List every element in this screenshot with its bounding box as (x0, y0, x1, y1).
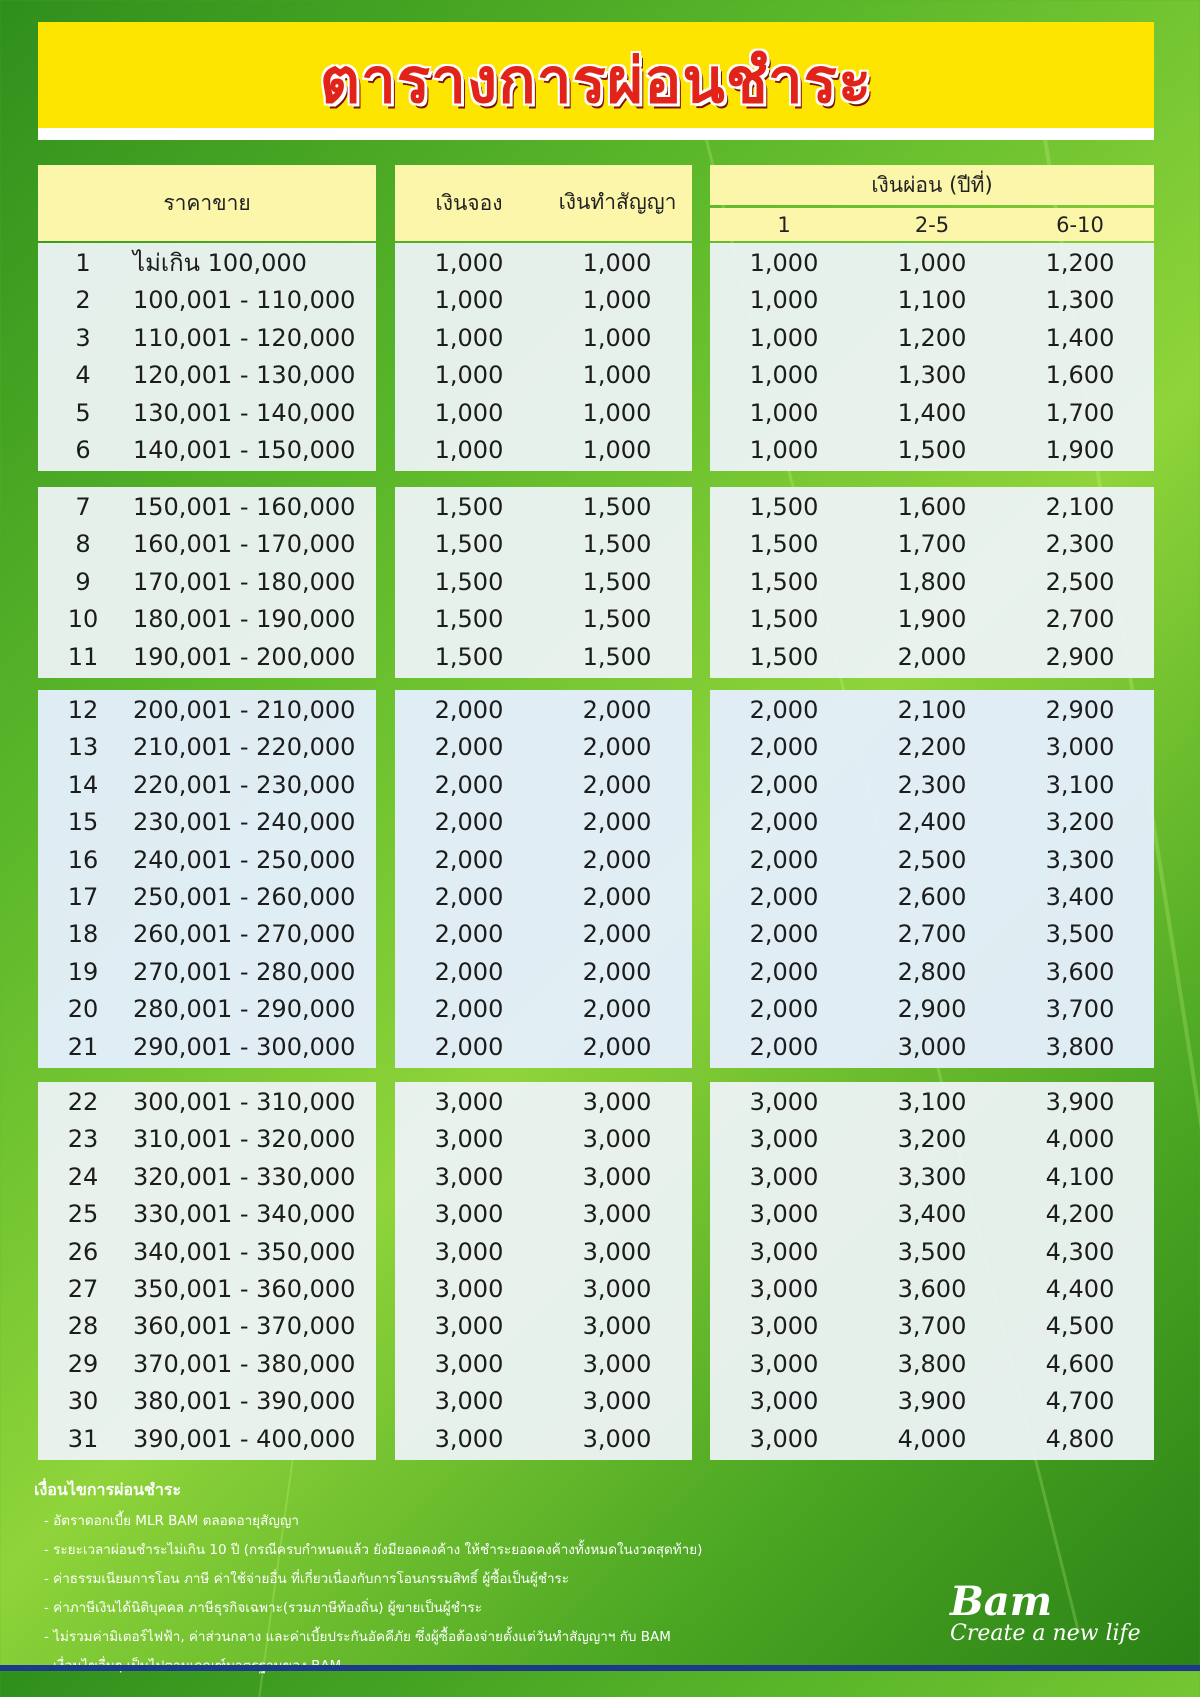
year-2-5-value: 3,500 (897, 1238, 967, 1266)
contract-value: 2,000 (582, 995, 652, 1023)
deposit-value: 3,000 (434, 1200, 504, 1228)
contract-value: 1,000 (582, 249, 652, 277)
year-6-10-value: 4,200 (1045, 1200, 1115, 1228)
price-range: 230,001 - 240,000 (133, 808, 356, 836)
header-deposit: เงินจอง (435, 190, 503, 215)
deposit-value: 3,000 (434, 1312, 504, 1340)
year-1-value: 2,000 (749, 1033, 819, 1061)
deposit-value: 3,000 (434, 1163, 504, 1191)
year-2-5-value: 3,700 (897, 1312, 967, 1340)
header-year-2-5: 2-5 (914, 212, 950, 237)
year-6-10-value: 3,400 (1045, 883, 1115, 911)
year-6-10-value: 1,300 (1045, 286, 1115, 314)
price-range: 200,001 - 210,000 (133, 696, 356, 724)
deposit-value: 2,000 (434, 1033, 504, 1061)
notes-list (34, 1509, 702, 1676)
brand-tagline: Create a new life (950, 1621, 1141, 1646)
year-2-5-value: 3,600 (897, 1275, 967, 1303)
contract-value: 2,000 (582, 696, 652, 724)
year-1-value: 2,000 (749, 771, 819, 799)
contract-value: 1,000 (582, 399, 652, 427)
deposit-value: 1,000 (434, 286, 504, 314)
contract-value: 3,000 (582, 1312, 652, 1340)
year-1-value: 2,000 (749, 995, 819, 1023)
deposit-value: 3,000 (434, 1088, 504, 1116)
price-range: 340,001 - 350,000 (133, 1238, 356, 1266)
year-2-5-value: 3,400 (897, 1200, 967, 1228)
contract-value: 3,000 (582, 1350, 652, 1378)
row-number: 1 (75, 249, 91, 277)
contract-value: 2,000 (582, 883, 652, 911)
price-range: 390,001 - 400,000 (133, 1425, 356, 1453)
year-1-value: 1,000 (749, 324, 819, 352)
contract-value: 3,000 (582, 1425, 652, 1453)
deposit-value: 3,000 (434, 1387, 504, 1415)
year-2-5-value: 3,900 (897, 1387, 967, 1415)
year-6-10-value: 3,800 (1045, 1033, 1115, 1061)
year-2-5-value: 2,800 (897, 958, 967, 986)
year-6-10-value: 3,000 (1045, 733, 1115, 761)
row-number: 17 (67, 883, 99, 911)
year-1-value: 3,000 (749, 1163, 819, 1191)
year-2-5-value: 1,300 (897, 361, 967, 389)
row-number: 6 (75, 436, 91, 464)
notes-title: เงื่อนไขการผ่อนชำระ (34, 1480, 182, 1499)
year-1-value: 2,000 (749, 883, 819, 911)
year-1-value: 1,500 (749, 493, 819, 521)
header-year-6-10: 6-10 (1056, 212, 1104, 237)
deposit-value: 2,000 (434, 771, 504, 799)
deposit-value: 1,000 (434, 324, 504, 352)
price-range: 350,001 - 360,000 (133, 1275, 356, 1303)
year-1-value: 2,000 (749, 733, 819, 761)
year-6-10-value: 2,300 (1045, 530, 1115, 558)
year-1-value: 2,000 (749, 696, 819, 724)
price-range: 190,001 - 200,000 (133, 643, 356, 671)
price-range: 120,001 - 130,000 (133, 361, 356, 389)
year-2-5-value: 2,900 (897, 995, 967, 1023)
row-number: 15 (67, 808, 99, 836)
year-6-10-value: 1,600 (1045, 361, 1115, 389)
year-6-10-value: 4,000 (1045, 1125, 1115, 1153)
deposit-value: 2,000 (434, 958, 504, 986)
year-2-5-value: 3,100 (897, 1088, 967, 1116)
contract-value: 3,000 (582, 1088, 652, 1116)
contract-value: 1,500 (582, 493, 652, 521)
year-2-5-value: 1,800 (897, 568, 967, 596)
year-1-value: 3,000 (749, 1275, 819, 1303)
year-6-10-value: 3,600 (1045, 958, 1115, 986)
deposit-value: 3,000 (434, 1275, 504, 1303)
year-1-value: 1,500 (749, 605, 819, 633)
year-2-5-value: 1,500 (897, 436, 967, 464)
deposit-value: 3,000 (434, 1238, 504, 1266)
price-range: 330,001 - 340,000 (133, 1200, 356, 1228)
year-6-10-value: 4,100 (1045, 1163, 1115, 1191)
price-range: 290,001 - 300,000 (133, 1033, 356, 1061)
deposit-value: 1,000 (434, 361, 504, 389)
price-range: 150,001 - 160,000 (133, 493, 356, 521)
year-6-10-value: 3,200 (1045, 808, 1115, 836)
contract-value: 3,000 (582, 1275, 652, 1303)
row-number: 16 (67, 846, 99, 874)
contract-value: 2,000 (582, 1033, 652, 1061)
price-range: 300,001 - 310,000 (133, 1088, 356, 1116)
row-number: 29 (67, 1350, 99, 1378)
row-number: 3 (75, 324, 91, 352)
deposit-value: 2,000 (434, 696, 504, 724)
price-range: 110,001 - 120,000 (133, 324, 356, 352)
year-2-5-value: 1,400 (897, 399, 967, 427)
contract-value: 2,000 (582, 958, 652, 986)
year-2-5-value: 1,200 (897, 324, 967, 352)
conditions-notes (34, 1478, 702, 1683)
price-range: 220,001 - 230,000 (133, 771, 356, 799)
year-2-5-value: 3,200 (897, 1125, 967, 1153)
price-range: ไม่เกิน 100,000 (133, 249, 307, 277)
year-6-10-value: 4,400 (1045, 1275, 1115, 1303)
row-number: 19 (67, 958, 99, 986)
row-number: 5 (75, 399, 91, 427)
contract-value: 2,000 (582, 808, 652, 836)
note-item: - อัตราดอกเบี้ย MLR BAM ตลอดอายุสัญญา (44, 1513, 299, 1529)
year-2-5-value: 2,500 (897, 846, 967, 874)
row-number: 9 (75, 568, 91, 596)
row-number: 13 (67, 733, 99, 761)
year-2-5-value: 2,300 (897, 771, 967, 799)
price-range: 260,001 - 270,000 (133, 920, 356, 948)
row-number: 14 (67, 771, 99, 799)
year-1-value: 3,000 (749, 1387, 819, 1415)
contract-value: 3,000 (582, 1125, 652, 1153)
bottom-bar (0, 1665, 1200, 1671)
row-number: 27 (67, 1275, 99, 1303)
row-number: 31 (67, 1425, 99, 1453)
page-title: ตารางการผ่อนชำระ (319, 44, 873, 117)
deposit-value: 1,500 (434, 605, 504, 633)
row-number: 25 (67, 1200, 99, 1228)
deposit-value: 2,000 (434, 846, 504, 874)
row-number: 28 (67, 1312, 99, 1340)
year-1-value: 3,000 (749, 1425, 819, 1453)
year-1-value: 1,000 (749, 399, 819, 427)
row-number: 2 (75, 286, 91, 314)
price-range: 280,001 - 290,000 (133, 995, 356, 1023)
year-2-5-value: 1,600 (897, 493, 967, 521)
contract-value: 3,000 (582, 1238, 652, 1266)
deposit-value: 3,000 (434, 1125, 504, 1153)
row-number: 4 (75, 361, 91, 389)
deposit-value: 3,000 (434, 1425, 504, 1453)
row-number: 18 (67, 920, 99, 948)
deposit-value: 2,000 (434, 883, 504, 911)
row-number: 22 (67, 1088, 99, 1116)
contract-value: 1,500 (582, 530, 652, 558)
contract-value: 2,000 (582, 771, 652, 799)
year-1-value: 3,000 (749, 1200, 819, 1228)
title-banner (38, 22, 1154, 140)
brand (950, 1578, 1141, 1646)
year-2-5-value: 3,800 (897, 1350, 967, 1378)
deposit-value: 1,000 (434, 399, 504, 427)
contract-value: 2,000 (582, 920, 652, 948)
year-1-value: 1,500 (749, 643, 819, 671)
price-range: 320,001 - 330,000 (133, 1163, 356, 1191)
price-range: 170,001 - 180,000 (133, 568, 356, 596)
contract-value: 1,000 (582, 286, 652, 314)
deposit-value: 1,500 (434, 568, 504, 596)
row-number: 30 (67, 1387, 99, 1415)
year-2-5-value: 3,300 (897, 1163, 967, 1191)
row-number: 20 (67, 995, 99, 1023)
price-range: 360,001 - 370,000 (133, 1312, 356, 1340)
contract-value: 2,000 (582, 733, 652, 761)
row-number: 11 (67, 643, 99, 671)
year-6-10-value: 4,600 (1045, 1350, 1115, 1378)
row-number: 21 (67, 1033, 99, 1061)
deposit-value: 1,500 (434, 643, 504, 671)
year-2-5-value: 1,100 (897, 286, 967, 314)
year-1-value: 2,000 (749, 846, 819, 874)
header-installment: เงินผ่อน (ปีที่) (710, 165, 1154, 205)
year-1-value: 2,000 (749, 958, 819, 986)
deposit-value: 2,000 (434, 808, 504, 836)
row-number: 7 (75, 493, 91, 521)
row-number: 12 (67, 696, 99, 724)
price-range: 160,001 - 170,000 (133, 530, 356, 558)
year-6-10-value: 1,900 (1045, 436, 1115, 464)
year-6-10-value: 2,100 (1045, 493, 1115, 521)
year-6-10-value: 4,300 (1045, 1238, 1115, 1266)
contract-value: 1,500 (582, 568, 652, 596)
price-range: 250,001 - 260,000 (133, 883, 356, 911)
year-1-value: 2,000 (749, 808, 819, 836)
row-number: 10 (67, 605, 99, 633)
year-6-10-value: 3,500 (1045, 920, 1115, 948)
deposit-value: 2,000 (434, 733, 504, 761)
year-2-5-value: 2,600 (897, 883, 967, 911)
header-middle-panel (395, 165, 692, 241)
year-2-5-value: 2,700 (897, 920, 967, 948)
year-2-5-value: 1,900 (897, 605, 967, 633)
note-item: - ระยะเวลาผ่อนชำระไม่เกิน 10 ปี (กรณีครบกำหนดแล้ว ยังมียอดคงค้าง ให้ชำระยอดคงค้างทั้งหมดในงวดสุดท้าย) (44, 1542, 703, 1558)
year-2-5-value: 2,100 (897, 696, 967, 724)
price-range: 380,001 - 390,000 (133, 1387, 356, 1415)
deposit-value: 1,000 (434, 436, 504, 464)
contract-value: 3,000 (582, 1163, 652, 1191)
row-number: 8 (75, 530, 91, 558)
year-6-10-value: 2,500 (1045, 568, 1115, 596)
year-6-10-value: 4,700 (1045, 1387, 1115, 1415)
year-2-5-value: 3,000 (897, 1033, 967, 1061)
year-2-5-value: 2,200 (897, 733, 967, 761)
price-range: 100,001 - 110,000 (133, 286, 356, 314)
year-1-value: 3,000 (749, 1238, 819, 1266)
note-item: - ค่าภาษีเงินได้นิติบุคคล ภาษีธุรกิจเฉพาะ(รวมภาษีท้องถิ่น) ผู้ขายเป็นผู้ชำระ (44, 1600, 482, 1616)
price-range: 180,001 - 190,000 (133, 605, 356, 633)
year-1-value: 3,000 (749, 1125, 819, 1153)
year-6-10-value: 3,100 (1045, 771, 1115, 799)
price-range: 210,001 - 220,000 (133, 733, 356, 761)
year-6-10-value: 3,700 (1045, 995, 1115, 1023)
year-6-10-value: 1,700 (1045, 399, 1115, 427)
contract-value: 3,000 (582, 1387, 652, 1415)
year-2-5-value: 1,000 (897, 249, 967, 277)
year-1-value: 1,500 (749, 568, 819, 596)
year-1-value: 3,000 (749, 1350, 819, 1378)
year-2-5-value: 2,400 (897, 808, 967, 836)
deposit-value: 3,000 (434, 1350, 504, 1378)
contract-value: 1,000 (582, 436, 652, 464)
year-6-10-value: 1,200 (1045, 249, 1115, 277)
year-2-5-value: 1,700 (897, 530, 967, 558)
year-1-value: 2,000 (749, 920, 819, 948)
deposit-value: 1,500 (434, 493, 504, 521)
year-6-10-value: 1,400 (1045, 324, 1115, 352)
header-years (710, 208, 1154, 241)
year-1-value: 1,000 (749, 286, 819, 314)
year-1-value: 1,000 (749, 249, 819, 277)
price-range: 270,001 - 280,000 (133, 958, 356, 986)
year-6-10-value: 3,300 (1045, 846, 1115, 874)
contract-value: 1,500 (582, 643, 652, 671)
row-number: 26 (67, 1238, 99, 1266)
note-item: - ค่าธรรมเนียมการโอน ภาษี ค่าใช้จ่ายอื่น ที่เกี่ยวเนื่องกับการโอนกรรมสิทธิ์ ผู้ซื้อเป็นผู้ชำระ (44, 1571, 570, 1587)
header-contract: เงินทำสัญญา (558, 190, 677, 215)
contract-value: 3,000 (582, 1200, 652, 1228)
year-2-5-value: 4,000 (897, 1425, 967, 1453)
year-1-value: 3,000 (749, 1312, 819, 1340)
price-range: 240,001 - 250,000 (133, 846, 356, 874)
year-6-10-value: 4,500 (1045, 1312, 1115, 1340)
deposit-value: 2,000 (434, 920, 504, 948)
price-range: 130,001 - 140,000 (133, 399, 356, 427)
title-banner-strip (38, 128, 1154, 140)
bam-logo: Bam (950, 1578, 1053, 1625)
price-range: 370,001 - 380,000 (133, 1350, 356, 1378)
deposit-value: 1,500 (434, 530, 504, 558)
year-6-10-value: 4,800 (1045, 1425, 1115, 1453)
year-1-value: 1,500 (749, 530, 819, 558)
contract-value: 1,000 (582, 324, 652, 352)
year-6-10-value: 2,900 (1045, 696, 1115, 724)
deposit-value: 2,000 (434, 995, 504, 1023)
year-2-5-value: 2,000 (897, 643, 967, 671)
year-6-10-value: 2,700 (1045, 605, 1115, 633)
year-6-10-value: 2,900 (1045, 643, 1115, 671)
year-1-value: 3,000 (749, 1088, 819, 1116)
price-range: 140,001 - 150,000 (133, 436, 356, 464)
price-range: 310,001 - 320,000 (133, 1125, 356, 1153)
year-6-10-value: 3,900 (1045, 1088, 1115, 1116)
row-number: 24 (67, 1163, 99, 1191)
header-price: ราคาขาย (38, 165, 376, 241)
note-item: - ไม่รวมค่ามิเตอร์ไฟฟ้า, ค่าส่วนกลาง และค่าเบี้ยประกันอัคคีภัย ซึ่งผู้ซื้อต้องจ่ายตั้งแต่วันทำสัญญาฯ กับ BAM (44, 1629, 671, 1645)
deposit-value: 1,000 (434, 249, 504, 277)
year-1-value: 1,000 (749, 436, 819, 464)
contract-value: 1,000 (582, 361, 652, 389)
contract-value: 2,000 (582, 846, 652, 874)
header-year-1: 1 (777, 212, 791, 237)
row-number: 23 (67, 1125, 99, 1153)
year-1-value: 1,000 (749, 361, 819, 389)
contract-value: 1,500 (582, 605, 652, 633)
